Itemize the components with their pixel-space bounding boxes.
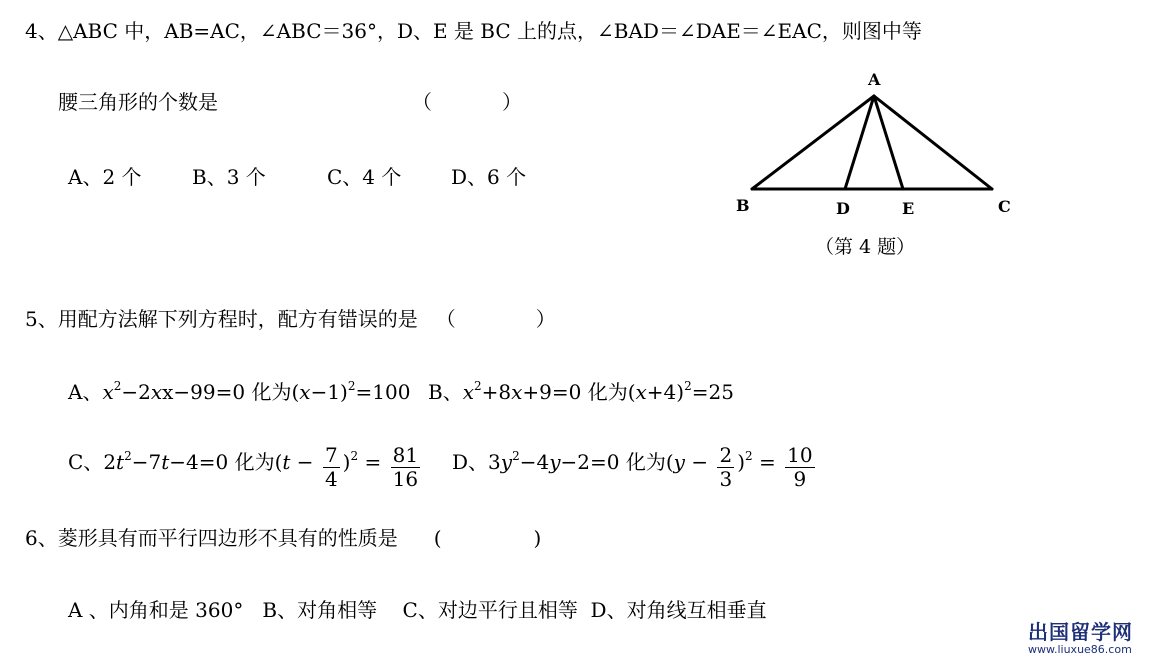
exp-2: 2: [124, 449, 132, 463]
label-c: C: [998, 197, 1011, 216]
watermark: [1028, 622, 1133, 655]
exp-2: 2: [347, 379, 356, 393]
q5-opt-c-tail: −4=0 化为: [169, 450, 275, 474]
frac-den: 4: [324, 467, 338, 491]
var-x: x: [511, 380, 523, 404]
q4-figure-caption: （第 4 题）: [815, 236, 916, 258]
q5-option-a: [68, 379, 411, 404]
q6-paren-open: (: [433, 526, 442, 550]
exp-2: 2: [684, 379, 692, 393]
q5-opt-d-rparen: ): [737, 450, 746, 474]
q5-opt-c-rparen: ): [342, 450, 351, 474]
frac-num: 7: [324, 443, 338, 467]
q5-opt-d-lparen: (: [665, 450, 674, 474]
q5-opt-c-lparen: (: [274, 450, 283, 474]
q4-stem-line2: [58, 92, 522, 112]
frac-den: 3: [719, 467, 733, 491]
q5-opt-d-label: D、: [452, 450, 489, 474]
exp-2: 2: [113, 379, 122, 393]
var-x: x: [635, 380, 647, 404]
line-ae: [874, 96, 903, 189]
label-b: B: [736, 196, 750, 215]
var-t: t: [282, 450, 291, 474]
q5-option-c: [68, 440, 423, 491]
q6-paren-close: ): [533, 526, 542, 550]
q5-opt-c-pre: 2: [103, 450, 117, 474]
q4-option-b: B、3 个: [192, 165, 266, 189]
q4-stem-text: 腰三角形的个数是: [58, 90, 218, 114]
line-ac: [874, 96, 992, 189]
q5-opt-b-eq: =25: [691, 380, 734, 404]
q6-stem-line: [25, 528, 541, 548]
frac-num: 10: [787, 443, 813, 467]
q5-opt-b-p4: +4): [646, 380, 685, 404]
q5-opt-c-mid: −7: [131, 450, 162, 474]
fraction-2-3: [717, 444, 734, 491]
q6-options: A 、内角和是 360° B、对角相等 C、对边平行且相等 D、对角线互相垂直: [68, 598, 767, 622]
q4-stem-line1: 4、△ABC 中，AB=AC，∠ABC＝36°，D、E 是 BC 上的点，∠BAD＝∠DAE＝∠EAC，则图中等: [25, 19, 922, 43]
var-x: x: [102, 380, 114, 404]
watermark-title: 出国留学网: [1028, 620, 1133, 644]
q4-option-c: C、4 个: [327, 165, 402, 189]
var-t: t: [161, 450, 170, 474]
label-e: E: [902, 199, 915, 216]
q5-opt-c-label: C、: [68, 450, 104, 474]
q5-stem-line: [25, 309, 556, 329]
frac-den: 16: [392, 467, 419, 491]
q5-paren-open: （: [435, 307, 456, 331]
label-a: A: [868, 70, 881, 89]
q5-option-b: [428, 379, 734, 404]
exp-2: 2: [350, 449, 359, 463]
q6-stem-text: 6、菱形具有而平行四边形不具有的性质是: [25, 526, 398, 550]
q5-opt-b-mid: +8: [481, 380, 512, 404]
q4-option-a: A、2 个: [68, 165, 142, 189]
var-y: y: [549, 450, 561, 474]
frac-num: 81: [392, 443, 419, 467]
q5-opt-b-x9: +9=0 化为(: [522, 380, 636, 404]
q4-triangle-figure: [730, 66, 1020, 216]
q5-opt-d-minus: −: [684, 450, 715, 474]
q4-option-d: D、6 个: [451, 165, 527, 189]
fraction-81-16: [391, 444, 420, 491]
frac-num: 2: [719, 443, 733, 467]
var-y: y: [500, 450, 513, 474]
q5-opt-c-minus: −: [290, 450, 320, 474]
var-y: y: [673, 450, 685, 474]
q5-opt-a-m1: −1): [310, 380, 348, 404]
frac-den: 9: [793, 467, 807, 491]
q5-option-d: [452, 440, 818, 491]
q5-opt-b-label: B、: [428, 380, 463, 404]
q5-paren-close: ）: [535, 307, 556, 331]
watermark-url: www.liuxue86.com: [1028, 643, 1132, 656]
line-ad: [845, 96, 874, 189]
exp-2: 2: [745, 449, 753, 463]
q5-opt-d-tail: −2=0 化为: [560, 450, 666, 474]
q5-opt-d-pre: 3: [488, 450, 501, 474]
var-x: x: [150, 380, 163, 404]
var-x: x: [299, 380, 311, 404]
q5-opt-a-eq: =100: [355, 380, 411, 404]
line-ab: [752, 96, 874, 189]
q5-opt-c-eq: =: [358, 450, 388, 474]
label-d: D: [836, 199, 850, 216]
q5-opt-a-label: A、: [68, 380, 103, 404]
q4-paren-close: ）: [502, 90, 522, 114]
q5-stem-text: 5、用配方法解下列方程时，配方有错误的是: [25, 307, 418, 331]
exp-2: 2: [512, 449, 520, 463]
exp-2: 2: [473, 379, 482, 393]
q5-opt-a-mid: x−99=0 化为(: [162, 380, 300, 404]
q5-opt-d-mid: −4: [519, 450, 550, 474]
q5-opt-a-minus2: −2: [121, 380, 151, 404]
fraction-10-9: [785, 444, 814, 491]
var-x: x: [462, 380, 474, 404]
q5-opt-d-eq: =: [752, 450, 783, 474]
var-t: t: [116, 450, 125, 474]
q4-paren-open: （: [412, 90, 432, 114]
fraction-7-4: [323, 444, 340, 491]
